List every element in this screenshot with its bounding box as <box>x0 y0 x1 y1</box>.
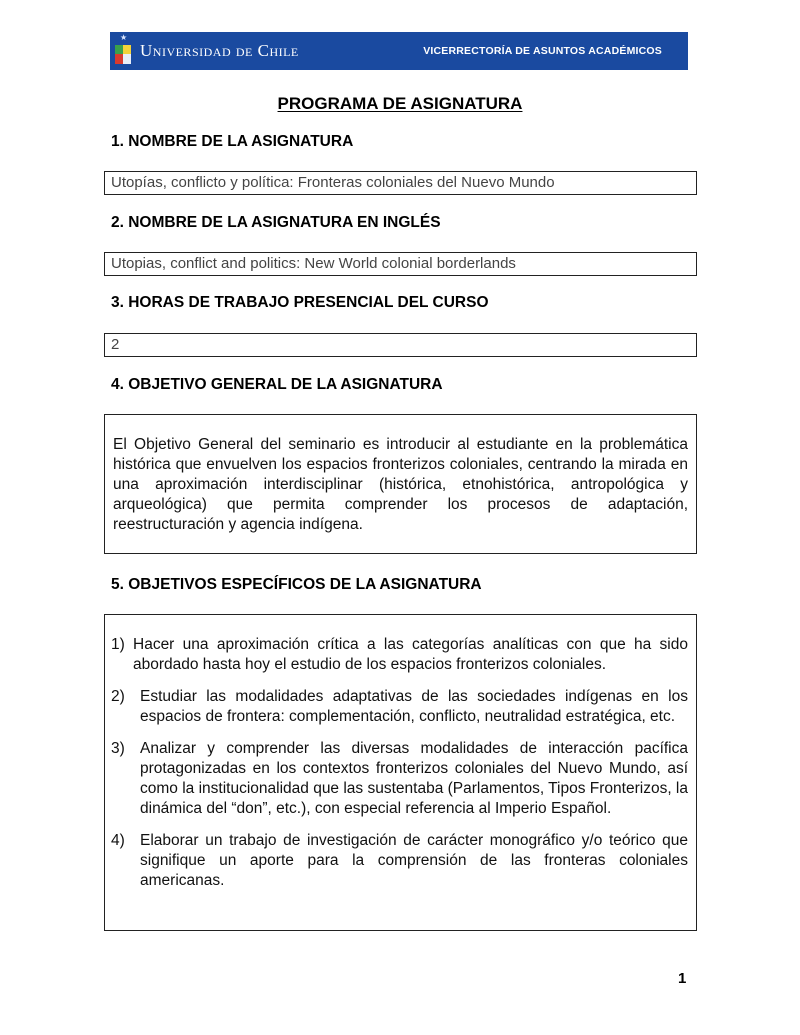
section-heading-5: 5. OBJETIVOS ESPECÍFICOS DE LA ASIGNATURA <box>111 576 482 593</box>
section-heading-3: 3. HORAS DE TRABAJO PRESENCIAL DEL CURSO <box>111 294 489 311</box>
general-objective-box <box>104 414 697 554</box>
list-item-text: Analizar y comprender las diversas modalidades de interacción pacífica protagonizadas en los contextos fronterizos coloniales del Nuevo Mundo, así como la institucionalidad que las sustentaba (Parlamentos, Tipos Fronterizos, la dinámica del “don”, etc.), con especial referencia al Imperio Español. <box>140 740 688 817</box>
university-name: Universidad de Chile <box>140 41 299 60</box>
list-item-text: Estudiar las modalidades adaptativas de las sociedades indígenas en los espacios de frontera: complementación, conflicto, neutralidad estratégica, etc. <box>140 688 688 725</box>
list-item-number: 1) <box>111 636 125 653</box>
list-item <box>111 831 688 891</box>
list-item <box>111 739 688 819</box>
list-item <box>111 687 688 727</box>
course-name-english-field: Utopias, conflict and politics: New World colonial borderlands <box>104 252 697 276</box>
course-name-field: Utopías, conflicto y política: Fronteras coloniales del Nuevo Mundo <box>104 171 697 195</box>
list-item <box>111 635 688 675</box>
section-heading-4: 4. OBJETIVO GENERAL DE LA ASIGNATURA <box>111 376 443 393</box>
section-heading-2: 2. NOMBRE DE LA ASIGNATURA EN INGLÉS <box>111 214 441 231</box>
list-item-number: 4) <box>111 832 125 849</box>
list-item-number: 3) <box>111 740 125 757</box>
header-banner <box>110 32 688 70</box>
department-name: VICERRECTORÍA DE ASUNTOS ACADÉMICOS <box>423 45 662 57</box>
page-title: PROGRAMA DE ASIGNATURA <box>277 94 523 113</box>
specific-objectives-list <box>111 635 688 903</box>
specific-objectives-box <box>104 614 697 931</box>
page-number: 1 <box>678 970 687 987</box>
list-item-number: 2) <box>111 688 125 705</box>
contact-hours-field: 2 <box>104 333 697 357</box>
section-heading-1: 1. NOMBRE DE LA ASIGNATURA <box>111 133 354 150</box>
list-item-text: Hacer una aproximación crítica a las categorías analíticas con que ha sido abordado hasta hoy el estudio de los espacios fronterizos coloniales. <box>133 636 688 673</box>
list-item-text: Elaborar un trabajo de investigación de carácter monográfico y/o teórico que signifique un aporte para la comprensión de las fronteras coloniales americanas. <box>140 832 688 889</box>
university-crest-icon: ★ <box>114 34 132 68</box>
university-brand <box>114 34 299 68</box>
general-objective-text: El Objetivo General del seminario es introducir al estudiante en la problemática histórica que envuelven los espacios fronterizos coloniales, centrando la mirada en una aproximación interdisciplinar (histórica, etnohistórica, antropológica y arqueológica) que permita comprender los procesos de adaptación, reestructuración y agencia indígena. <box>113 436 688 533</box>
